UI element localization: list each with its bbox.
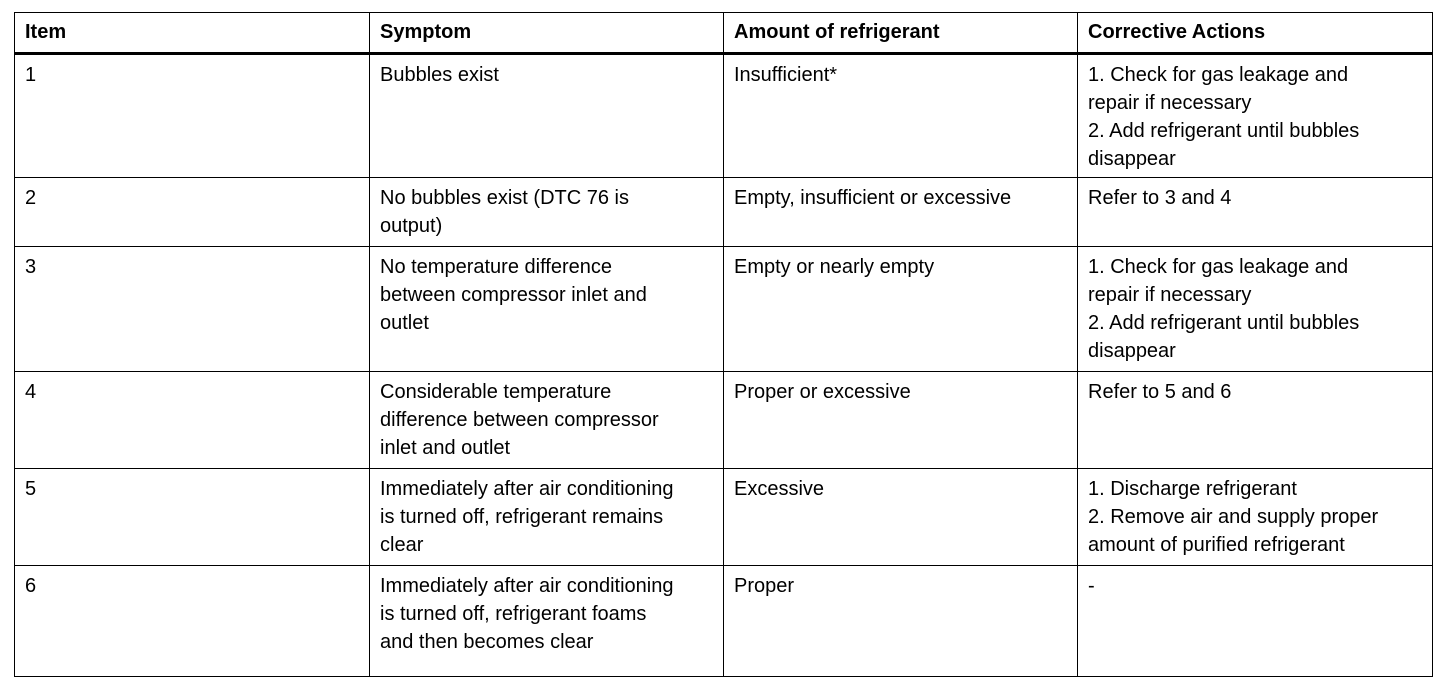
table-row	[15, 566, 1433, 677]
cell-symptom: Immediately after air conditioning is turned off, refrigerant foams and then becomes clear	[370, 566, 724, 677]
header-corrective-actions: Corrective Actions	[1078, 13, 1433, 54]
cell-actions: Refer to 5 and 6	[1078, 372, 1433, 469]
table-row	[15, 54, 1433, 178]
cell-item: 2	[15, 178, 370, 247]
cell-actions: 1. Check for gas leakage and repair if necessary 2. Add refrigerant until bubbles disappear	[1078, 247, 1433, 372]
cell-amount: Proper	[724, 566, 1078, 677]
refrigerant-diagnosis-table	[14, 12, 1433, 677]
table-row	[15, 372, 1433, 469]
cell-actions: 1. Discharge refrigerant 2. Remove air and supply proper amount of purified refrigerant	[1078, 469, 1433, 566]
table-row	[15, 247, 1433, 372]
cell-symptom: Immediately after air conditioning is turned off, refrigerant remains clear	[370, 469, 724, 566]
cell-symptom: No temperature difference between compressor inlet and outlet	[370, 247, 724, 372]
cell-amount: Excessive	[724, 469, 1078, 566]
cell-amount: Empty or nearly empty	[724, 247, 1078, 372]
cell-item: 1	[15, 54, 370, 178]
cell-amount: Insufficient*	[724, 54, 1078, 178]
header-amount-of-refrigerant: Amount of refrigerant	[724, 13, 1078, 54]
cell-amount: Empty, insufficient or excessive	[724, 178, 1078, 247]
cell-actions: 1. Check for gas leakage and repair if necessary 2. Add refrigerant until bubbles disappear	[1078, 54, 1433, 178]
cell-item: 3	[15, 247, 370, 372]
cell-symptom: No bubbles exist (DTC 76 is output)	[370, 178, 724, 247]
cell-symptom: Considerable temperature difference between compressor inlet and outlet	[370, 372, 724, 469]
cell-symptom: Bubbles exist	[370, 54, 724, 178]
header-item: Item	[15, 13, 370, 54]
cell-actions: Refer to 3 and 4	[1078, 178, 1433, 247]
cell-item: 6	[15, 566, 370, 677]
cell-item: 4	[15, 372, 370, 469]
table-row	[15, 469, 1433, 566]
cell-item: 5	[15, 469, 370, 566]
table-header-row	[15, 13, 1433, 54]
cell-actions: -	[1078, 566, 1433, 677]
header-symptom: Symptom	[370, 13, 724, 54]
cell-amount: Proper or excessive	[724, 372, 1078, 469]
table-row	[15, 178, 1433, 247]
